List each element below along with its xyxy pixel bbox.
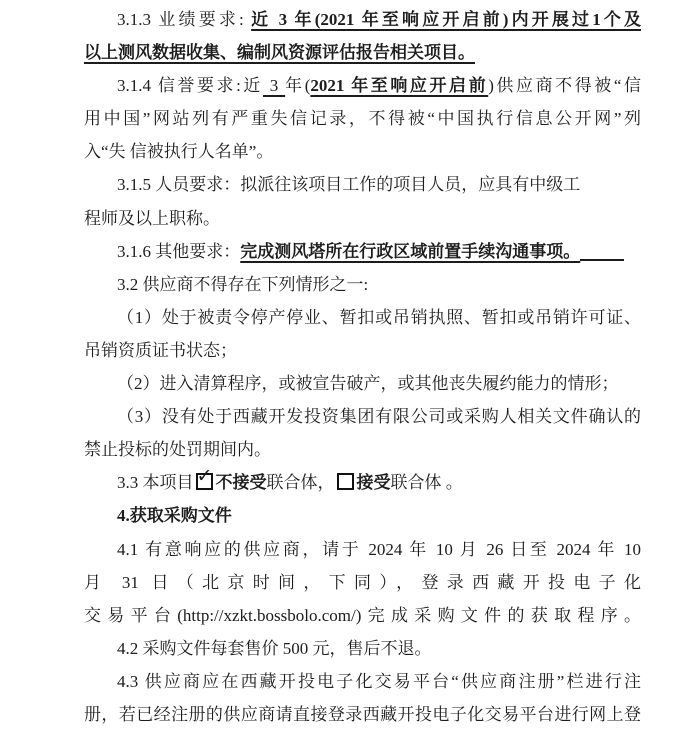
body-text: （2）进入清算程序，或被宣告破产，或其他丧失履约能力的情形；	[117, 374, 619, 394]
clause-3-2-item-2	[84, 367, 641, 400]
body-text: 联合体 。	[390, 473, 463, 493]
clause-3-1-5-line-1	[84, 168, 641, 201]
clause-3-2-item-1-line-2	[84, 334, 641, 367]
check-mark-icon: ✓	[196, 465, 213, 488]
period-underlined: 2021 年至响应开启前	[310, 76, 489, 96]
body-text: 用中国”网站列有严重失信记录，不得被“中国执行信息公开网”列	[84, 109, 641, 129]
body-text: （3）没有处于西藏开发投资集团有限公司或采购人相关文件确认的	[117, 407, 641, 427]
clause-4-1-line-2	[84, 566, 641, 599]
clause-4-3-line-1	[84, 665, 641, 698]
clause-label: 3.1.4 信誉要求:近	[117, 76, 263, 96]
clause-3-1-3-line-2	[84, 36, 641, 69]
body-text: 吊销资质证书状态；	[84, 340, 237, 360]
clause-4-2	[84, 632, 641, 665]
body-text: 程师及以上职称。	[84, 208, 220, 228]
clause-3-2-item-3-line-2	[84, 433, 641, 466]
body-text: 禁止投标的处罚期间内。	[84, 440, 271, 460]
requirement-text: 近 3 年(2021 年至响应开启前)内开展过1个及	[251, 10, 641, 29]
body-text: 联合体，	[266, 473, 335, 493]
clause-3-1-5-line-2	[84, 202, 641, 235]
clause-label: 3.1.6 其他要求：	[117, 241, 241, 261]
body-text: 3.3 本项目	[117, 473, 194, 493]
body-text: )供应商不得被“信	[488, 76, 641, 96]
body-text: 入“失 信被执行人名单”。	[84, 142, 274, 162]
body-text: 4.1 有意响应的供应商，请于 2024 年 10 月 26 日至 2024 年 10	[117, 539, 641, 559]
clause-4-1-line-1	[84, 533, 641, 566]
body-text: 3.2 供应商不得存在下列情形之一:	[117, 274, 369, 294]
clause-3-1-3-line-1	[84, 3, 641, 36]
years-underlined: 3	[262, 76, 286, 96]
section-4-heading	[84, 499, 641, 532]
body-text: （1）处于被责令停产停业、暂扣或吊销执照、暂扣或吊销许可证、	[117, 307, 641, 327]
clause-3-2-item-1-line-1	[84, 301, 641, 334]
body-text: 册，若已经注册的供应商请直接登录西藏开投电子化交易平台进行网上登	[84, 704, 641, 724]
body-text: 月 31 日（北京时间，下同），登录西藏开投电子化	[84, 572, 641, 592]
body-text: 年(	[285, 76, 311, 96]
clause-3-1-6-line-1	[84, 235, 641, 268]
body-text: 3.1.5 人员要求：拟派往该项目工作的项目人员，应具有中级工	[117, 175, 581, 195]
clause-3-1-4-line-1	[84, 69, 641, 102]
body-text: 4.2 采购文件每套售价 500 元，售后不退。	[117, 638, 432, 658]
requirement-text: 以上测风数据收集、编制风资源评估报告相关项目。	[84, 43, 475, 63]
not-accept-label: 不接受	[215, 473, 267, 493]
clause-3-1-4-line-2	[84, 102, 641, 135]
body-text: 4.3 供应商应在西藏开投电子化交易平台“供应商注册”栏进行注	[117, 671, 641, 691]
clause-4-3-line-2	[84, 698, 641, 731]
checkbox-unchecked-icon	[337, 473, 354, 490]
document-page	[84, 3, 641, 731]
requirement-text: 完成测风塔所在行政区域前置手续沟通事项。	[240, 241, 581, 261]
platform-url-text: 交易平台(http://xzkt.bossbolo.com/)完成采购文件的获取程序。	[84, 605, 641, 625]
trailing-underline	[580, 259, 624, 261]
clause-3-2-item-3-line-1	[84, 400, 641, 433]
section-title: 4.获取采购文件	[117, 506, 232, 526]
clause-3-3-consortium	[84, 466, 641, 499]
clause-label: 3.1.3 业绩要求:	[117, 10, 252, 29]
clause-3-2-heading	[84, 268, 641, 301]
checkbox-checked-icon	[196, 465, 213, 490]
accept-label: 接受	[356, 473, 391, 493]
clause-3-1-4-line-3	[84, 135, 641, 168]
clause-4-1-line-3	[84, 599, 641, 632]
